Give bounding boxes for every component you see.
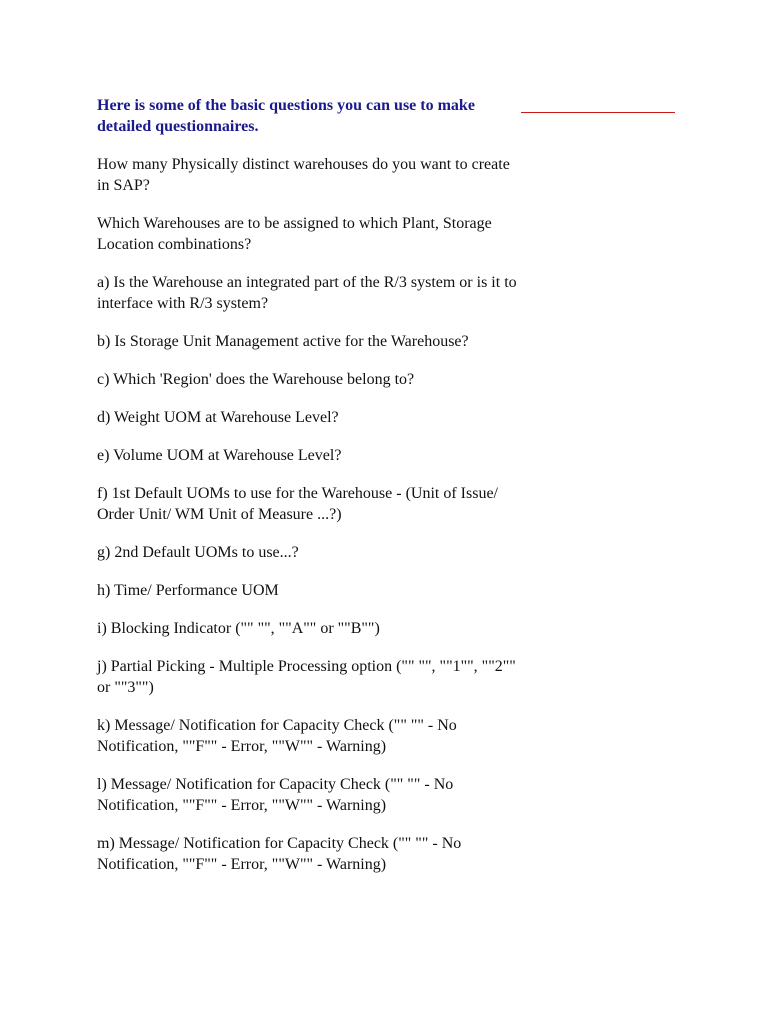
question-paragraph: d) Weight UOM at Warehouse Level? — [97, 409, 339, 426]
question-paragraph: e) Volume UOM at Warehouse Level? — [97, 447, 342, 464]
question-paragraph: f) 1st Default UOMs to use for the Warehouse - (Unit of Issue/ Order Unit/ WM Unit of Measure ...?) — [97, 485, 498, 523]
question-paragraph: c) Which 'Region' does the Warehouse belong to? — [97, 371, 415, 388]
question-paragraph: g) 2nd Default UOMs to use...? — [97, 544, 299, 561]
question-paragraph: a) Is the Warehouse an integrated part of the R/3 system or is it to interface with R/3 system? — [97, 274, 517, 312]
question-paragraph: h) Time/ Performance UOM — [97, 582, 279, 599]
document-content — [97, 95, 517, 892]
question-paragraph: How many Physically distinct warehouses do you want to create in SAP? — [97, 156, 510, 194]
question-paragraph: Which Warehouses are to be assigned to which Plant, Storage Location combinations? — [97, 215, 492, 253]
red-horizontal-rule — [521, 112, 675, 113]
document-heading: Here is some of the basic questions you can use to make detailed questionnaires. — [97, 97, 475, 135]
question-paragraph: j) Partial Picking - Multiple Processing option ("" "", ""1"", ""2"" or ""3"") — [97, 658, 516, 696]
question-paragraph: k) Message/ Notification for Capacity Check ("" "" - No Notification, ""F"" - Error, ""W"" - Warning) — [97, 717, 457, 755]
question-paragraph: b) Is Storage Unit Management active for the Warehouse? — [97, 333, 469, 350]
question-paragraph: i) Blocking Indicator ("" "", ""A"" or ""B"") — [97, 620, 380, 637]
question-paragraph: m) Message/ Notification for Capacity Check ("" "" - No Notification, ""F"" - Error, ""W"" - Warning) — [97, 835, 462, 873]
question-paragraph: l) Message/ Notification for Capacity Check ("" "" - No Notification, ""F"" - Error, ""W"" - Warning) — [97, 776, 454, 814]
